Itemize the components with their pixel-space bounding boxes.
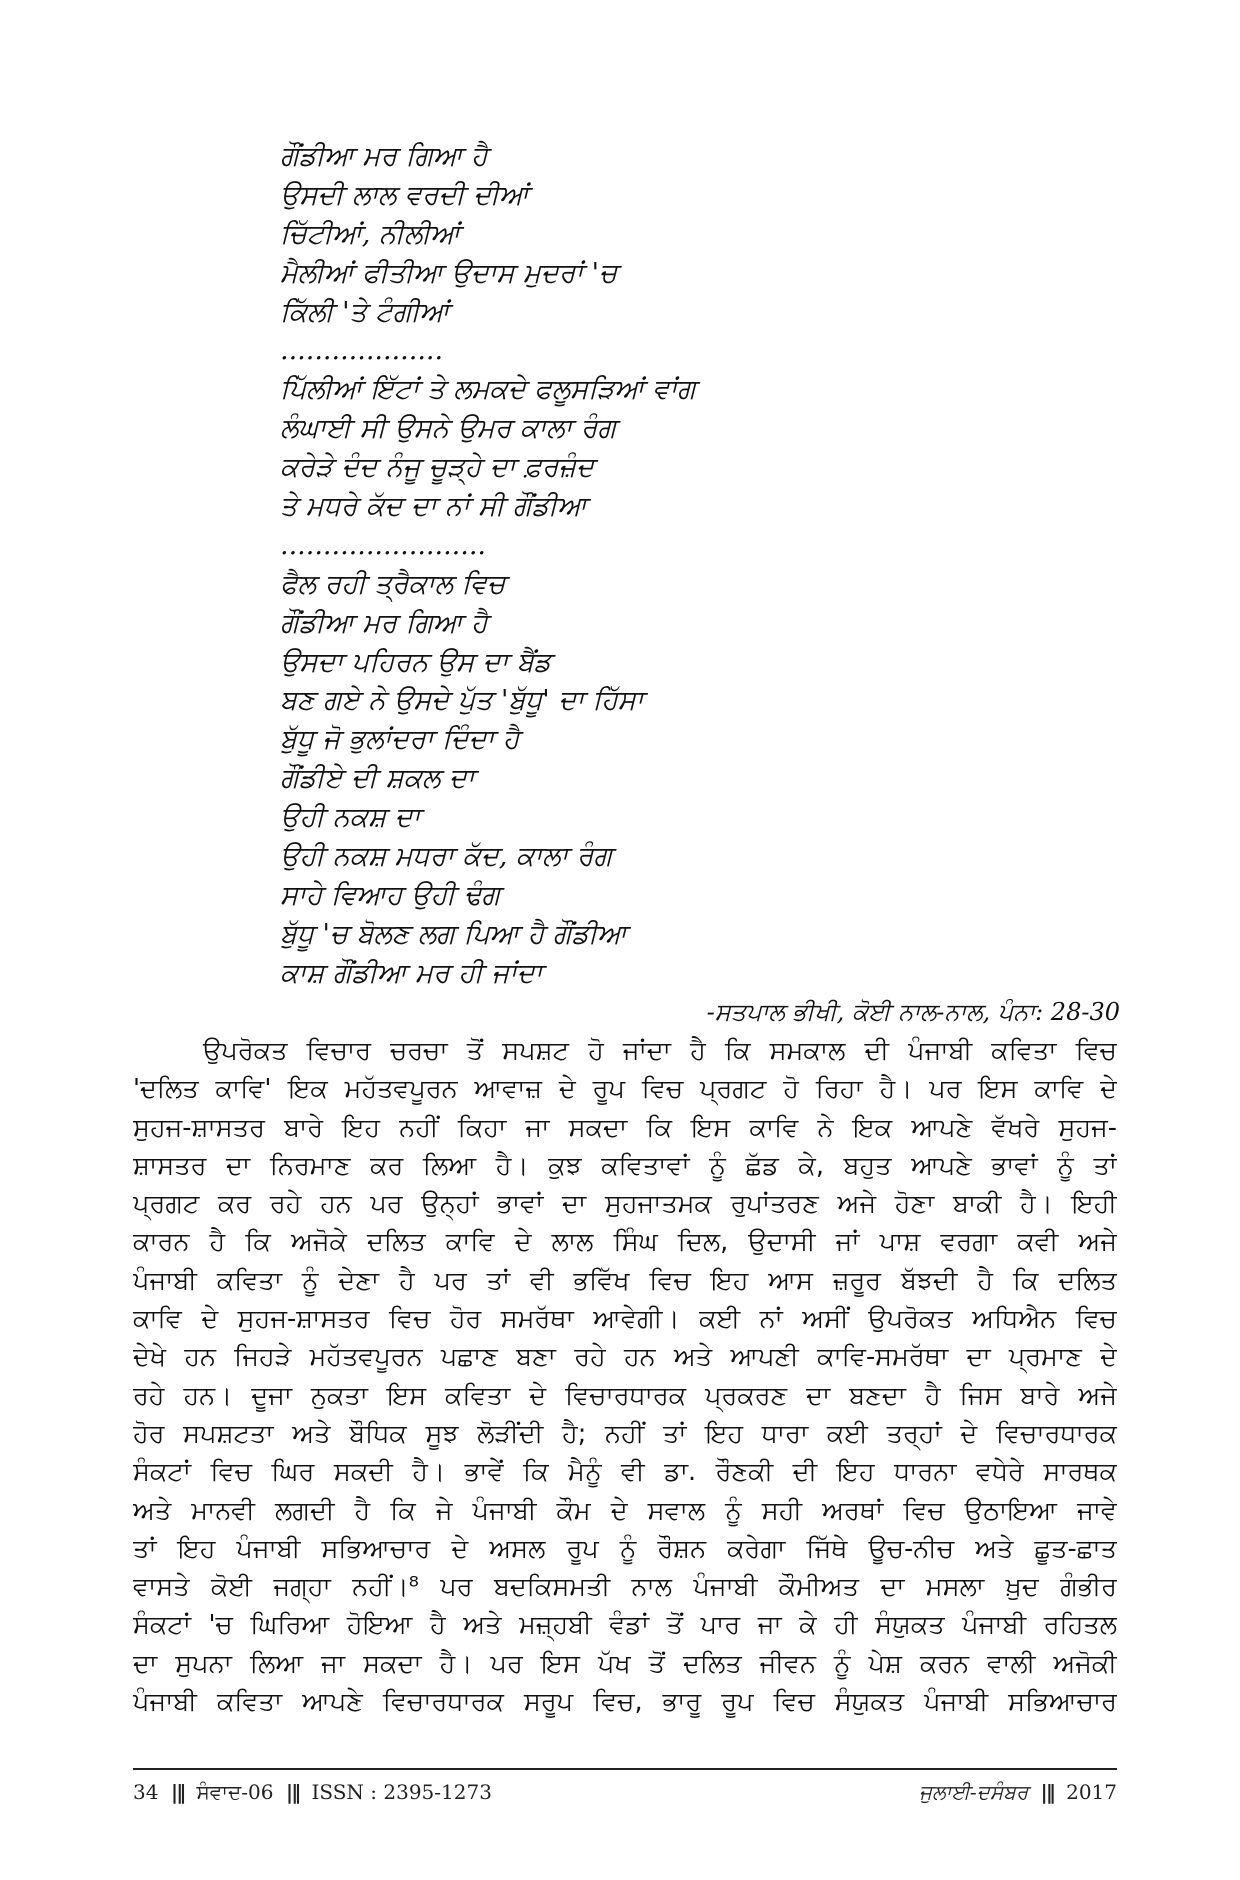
poem-line: ਫੈਲ ਰਹੀ ਤ੍ਰੈਕਾਲ ਵਿਚ <box>280 568 506 600</box>
page-footer <box>133 1780 1117 1816</box>
paragraph-line: 'ਦਲਿਤ ਕਾਵਿ' ਇਕ ਮਹੱਤਵਪੂਰਨ ਆਵਾਜ਼ ਦੇ ਰੂਪ ਵਿਚ ਪ੍ਰਗਟ ਹੋ ਰਿਹਾ ਹੈ। ਪਰ ਇਸ ਕਾਵਿ ਦੇ <box>133 1074 1117 1105</box>
paragraph-line: ਹੋਰ ਸਪਸ਼ਟਤਾ ਅਤੇ ਬੌਧਿਕ ਸੂਝ ਲੋੜੀਂਦੀ ਹੈ; ਨਹੀਂ ਤਾਂ ਇਹ ਧਾਰਾ ਕਈ ਤਰ੍ਹਾਂ ਦੇ ਵਿਚਾਰਧਾਰਕ <box>133 1418 1117 1449</box>
poem-line: ਕਰੇੜੇ ਦੰਦ ਨੰਜੂ ਚੂੜ੍ਹੇ ਦਾ ਫ਼ਰਜ਼ੰਦ <box>280 452 594 484</box>
poem-citation: -ਸਤਪਾਲ ਭੀਖੀ, ਕੋਈ ਨਾਲ-ਨਾਲ, ਪੰਨਾ: 28-30 <box>706 998 1120 1026</box>
footer-left <box>133 1780 492 1804</box>
poem-line: ਤੇ ਮਧਰੇ ਕੱਦ ਦਾ ਨਾਂ ਸੀ ਗੌਂਡੀਆ <box>280 491 587 523</box>
body-paragraph <box>133 1032 1117 1721</box>
paragraph-line: ਕਾਵਿ ਦੇ ਸੁਹਜ-ਸ਼ਾਸਤਰ ਵਿਚ ਹੋਰ ਸਮਰੱਥਾ ਆਵੇਗੀ। ਕਈ ਨਾਂ ਅਸੀਂ ਉਪਰੋਕਤ ਅਧਿਐਨ ਵਿਚ <box>133 1304 1117 1335</box>
poem-line: ਗੌਂਡੀਆ ਮਰ ਗਿਆ ਹੈ <box>280 141 488 172</box>
poem-line: ਗੌਂਡੀਆ ਮਰ ਗਿਆ ਹੈ <box>280 607 488 639</box>
journal-name: ਸੰਵਾਦ-06 <box>196 1780 274 1804</box>
issue-period: ਜੁਲਾਈ-ਦਸੰਬਰ <box>919 1780 1029 1804</box>
poem-line: ਉਹੀ ਨਕਸ਼ ਦਾ <box>280 802 421 834</box>
paragraph-line: ਪ੍ਰਗਟ ਕਰ ਰਹੇ ਹਨ ਪਰ ਉਨ੍ਹਾਂ ਭਾਵਾਂ ਦਾ ਸੁਹਜਾਤਮਕ ਰੁਪਾਂਤਰਣ ਅਜੇ ਹੋਣਾ ਬਾਕੀ ਹੈ। ਇਹੀ <box>133 1189 1117 1220</box>
poem-line: ਉਸਦਾ ਪਹਿਰਨ ਉਸ ਦਾ ਬੈਂਡ <box>280 646 552 678</box>
paragraph-line: ਸੁਹਜ-ਸ਼ਾਸਤਰ ਬਾਰੇ ਇਹ ਨਹੀਂ ਕਿਹਾ ਜਾ ਸਕਦਾ ਕਿ ਇਸ ਕਾਵਿ ਨੇ ਇਕ ਆਪਣੇ ਵੱਖਰੇ ਸੁਹਜ- <box>133 1112 1117 1143</box>
poem-line: ਬਣ ਗਏ ਨੇ ਉਸਦੇ ਪੁੱਤ 'ਬੁੱਧੂ' ਦਾ ਹਿੱਸਾ <box>280 685 644 717</box>
page-number: 34 <box>133 1780 159 1804</box>
paragraph-line: ਉਪਰੋਕਤ ਵਿਚਾਰ ਚਰਚਾ ਤੋਂ ਸਪਸ਼ਟ ਹੋ ਜਾਂਦਾ ਹੈ ਕਿ ਸਮਕਾਲ ਦੀ ਪੰਜਾਬੀ ਕਵਿਤਾ ਵਿਚ <box>203 1036 1117 1066</box>
poem-line: ਲੰਘਾਈ ਸੀ ਉਸਨੇ ਉਮਰ ਕਾਲਾ ਰੰਗ <box>280 413 617 445</box>
poem-line: ਕਿੱਲੀ 'ਤੇ ਟੰਗੀਆਂ <box>280 296 450 328</box>
paragraph-line: ਵਾਸਤੇ ਕੋਈ ਜਗ੍ਹਾ ਨਹੀਂ।⁸ ਪਰ ਬਦਕਿਸਮਤੀ ਨਾਲ ਪੰਜਾਬੀ ਕੌਮੀਅਤ ਦਾ ਮਸਲਾ ਖ਼ੁਦ ਗੰਭੀਰ <box>133 1572 1117 1603</box>
poem-ellipsis: ........................ <box>280 529 486 561</box>
poem-block <box>280 138 1100 994</box>
poem-line: ਬੁੱਧੂ 'ਚ ਬੋਲਣ ਲਗ ਪਿਆ ਹੈ ਗੌਂਡੀਆ <box>280 918 627 950</box>
poem-line: ਮੈਲੀਆਂ ਫੀਤੀਆ ਉਦਾਸ ਮੁਦਰਾਂ 'ਚ <box>280 257 618 289</box>
paragraph-line: ਰਹੇ ਹਨ। ਦੂਜਾ ਨੁਕਤਾ ਇਸ ਕਵਿਤਾ ਦੇ ਵਿਚਾਰਧਾਰਕ ਪ੍ਰਕਰਣ ਦਾ ਬਣਦਾ ਹੈ ਜਿਸ ਬਾਰੇ ਅਜੇ <box>133 1380 1117 1411</box>
footer-rule <box>133 1768 1117 1770</box>
paragraph-line: ਸ਼ਾਸਤਰ ਦਾ ਨਿਰਮਾਣ ਕਰ ਲਿਆ ਹੈ। ਕੁਝ ਕਵਿਤਾਵਾਂ ਨੂੰ ਛੱਡ ਕੇ, ਬਹੁਤ ਆਪਣੇ ਭਾਵਾਂ ਨੂੰ ਤਾਂ <box>133 1150 1117 1181</box>
paragraph-line: ਦਾ ਸੁਪਨਾ ਲਿਆ ਜਾ ਸਕਦਾ ਹੈ। ਪਰ ਇਸ ਪੱਖ ਤੋਂ ਦਲਿਤ ਜੀਵਨ ਨੂੰ ਪੇਸ਼ ਕਰਨ ਵਾਲੀ ਅਜੋਕੀ <box>133 1648 1117 1679</box>
issn: ISSN : 2395-1273 <box>311 1780 492 1804</box>
paragraph-line: ਪੰਜਾਬੀ ਕਵਿਤਾ ਨੂੰ ਦੇਣਾ ਹੈ ਪਰ ਤਾਂ ਵੀ ਭਵਿੱਖ ਵਿਚ ਇਹ ਆਸ ਜ਼ਰੂਰ ਬੱਝਦੀ ਹੈ ਕਿ ਦਲਿਤ <box>133 1265 1117 1296</box>
poem-line: ਕਾਸ਼ ਗੌਂਡੀਆ ਮਰ ਹੀ ਜਾਂਦਾ <box>280 957 543 989</box>
issue-year: 2017 <box>1066 1780 1117 1804</box>
paragraph-line: ਪੰਜਾਬੀ ਕਵਿਤਾ ਆਪਣੇ ਵਿਚਾਰਧਾਰਕ ਸਰੂਪ ਵਿਚ, ਭਾਰੂ ਰੂਪ ਵਿਚ ਸੰਯੁਕਤ ਪੰਜਾਬੀ ਸਭਿਆਚਾਰ <box>133 1687 1117 1718</box>
paragraph-line: ਕਾਰਨ ਹੈ ਕਿ ਅਜੋਕੇ ਦਲਿਤ ਕਾਵਿ ਦੇ ਲਾਲ ਸਿੰਘ ਦਿਲ, ਉਦਾਸੀ ਜਾਂ ਪਾਸ਼ ਵਰਗਾ ਕਵੀ ਅਜੇ <box>133 1227 1117 1258</box>
footer-right <box>919 1780 1117 1804</box>
poem-line: ਗੌਂਡੀਏ ਦੀ ਸ਼ਕਲ ਦਾ <box>280 763 475 795</box>
poem-line: ਉਸਦੀ ਲਾਲ ਵਰਦੀ ਦੀਆਂ <box>280 179 529 211</box>
footer-separator: |‖ <box>170 1780 185 1804</box>
paragraph-line: ਸੰਕਟਾਂ 'ਚ ਘਿਰਿਆ ਹੋਇਆ ਹੈ ਅਤੇ ਮਜ਼੍ਹਬੀ ਵੰਡਾਂ ਤੋਂ ਪਾਰ ਜਾ ਕੇ ਹੀ ਸੰਯੁਕਤ ਪੰਜਾਬੀ ਰਹਿਤਲ <box>133 1610 1117 1641</box>
paragraph-line: ਦੇਖੇ ਹਨ ਜਿਹੜੇ ਮਹੱਤਵਪੂਰਨ ਪਛਾਣ ਬਣਾ ਰਹੇ ਹਨ ਅਤੇ ਆਪਣੀ ਕਾਵਿ-ਸਮਰੱਥਾ ਦਾ ਪ੍ਰਮਾਣ ਦੇ <box>133 1342 1117 1373</box>
poem-line: ਉਹੀ ਨਕਸ਼ ਮਧਰਾ ਕੱਦ, ਕਾਲਾ ਰੰਗ <box>280 841 613 873</box>
paragraph-line: ਤਾਂ ਇਹ ਪੰਜਾਬੀ ਸਭਿਆਚਾਰ ਦੇ ਅਸਲ ਰੂਪ ਨੂੰ ਰੌਸ਼ਨ ਕਰੇਗਾ ਜਿੱਥੇ ਊਚ-ਨੀਚ ਅਤੇ ਛੂਤ-ਛਾਤ <box>133 1533 1117 1564</box>
poem-line: ਸਾਹੇ ਵਿਆਹ ਉਹੀ ਢੰਗ <box>280 879 501 911</box>
paragraph-line: ਸੰਕਟਾਂ ਵਿਚ ਘਿਰ ਸਕਦੀ ਹੈ। ਭਾਵੇਂ ਕਿ ਮੈਨੂੰ ਵੀ ਡਾ. ਰੌਣਕੀ ਦੀ ਇਹ ਧਾਰਨਾ ਵਧੇਰੇ ਸਾਰਥਕ <box>133 1457 1117 1488</box>
paragraph-line: ਅਤੇ ਮਾਨਵੀ ਲਗਦੀ ਹੈ ਕਿ ਜੇ ਪੰਜਾਬੀ ਕੌਮ ਦੇ ਸਵਾਲ ਨੂੰ ਸਹੀ ਅਰਥਾਂ ਵਿਚ ਉਠਾਇਆ ਜਾਵੇ <box>133 1495 1117 1526</box>
poem-line: ਪਿੱਲੀਆਂ ਇੱਟਾਂ ਤੇ ਲਮਕਦੇ ਫਲੂਸੜਿਆਂ ਵਾਂਗ <box>280 374 696 406</box>
footer-separator: |‖ <box>1040 1780 1054 1804</box>
footer-separator: |‖ <box>285 1780 300 1804</box>
poem-line: ਬੁੱਧੂ ਜੋ ਭੁਲਾਂਦਰਾ ਦਿੰਦਾ ਹੈ <box>280 724 520 756</box>
poem-ellipsis: ................... <box>280 335 444 367</box>
poem-line: ਚਿੱਟੀਆਂ, ਨੀਲੀਆਂ <box>280 218 460 250</box>
